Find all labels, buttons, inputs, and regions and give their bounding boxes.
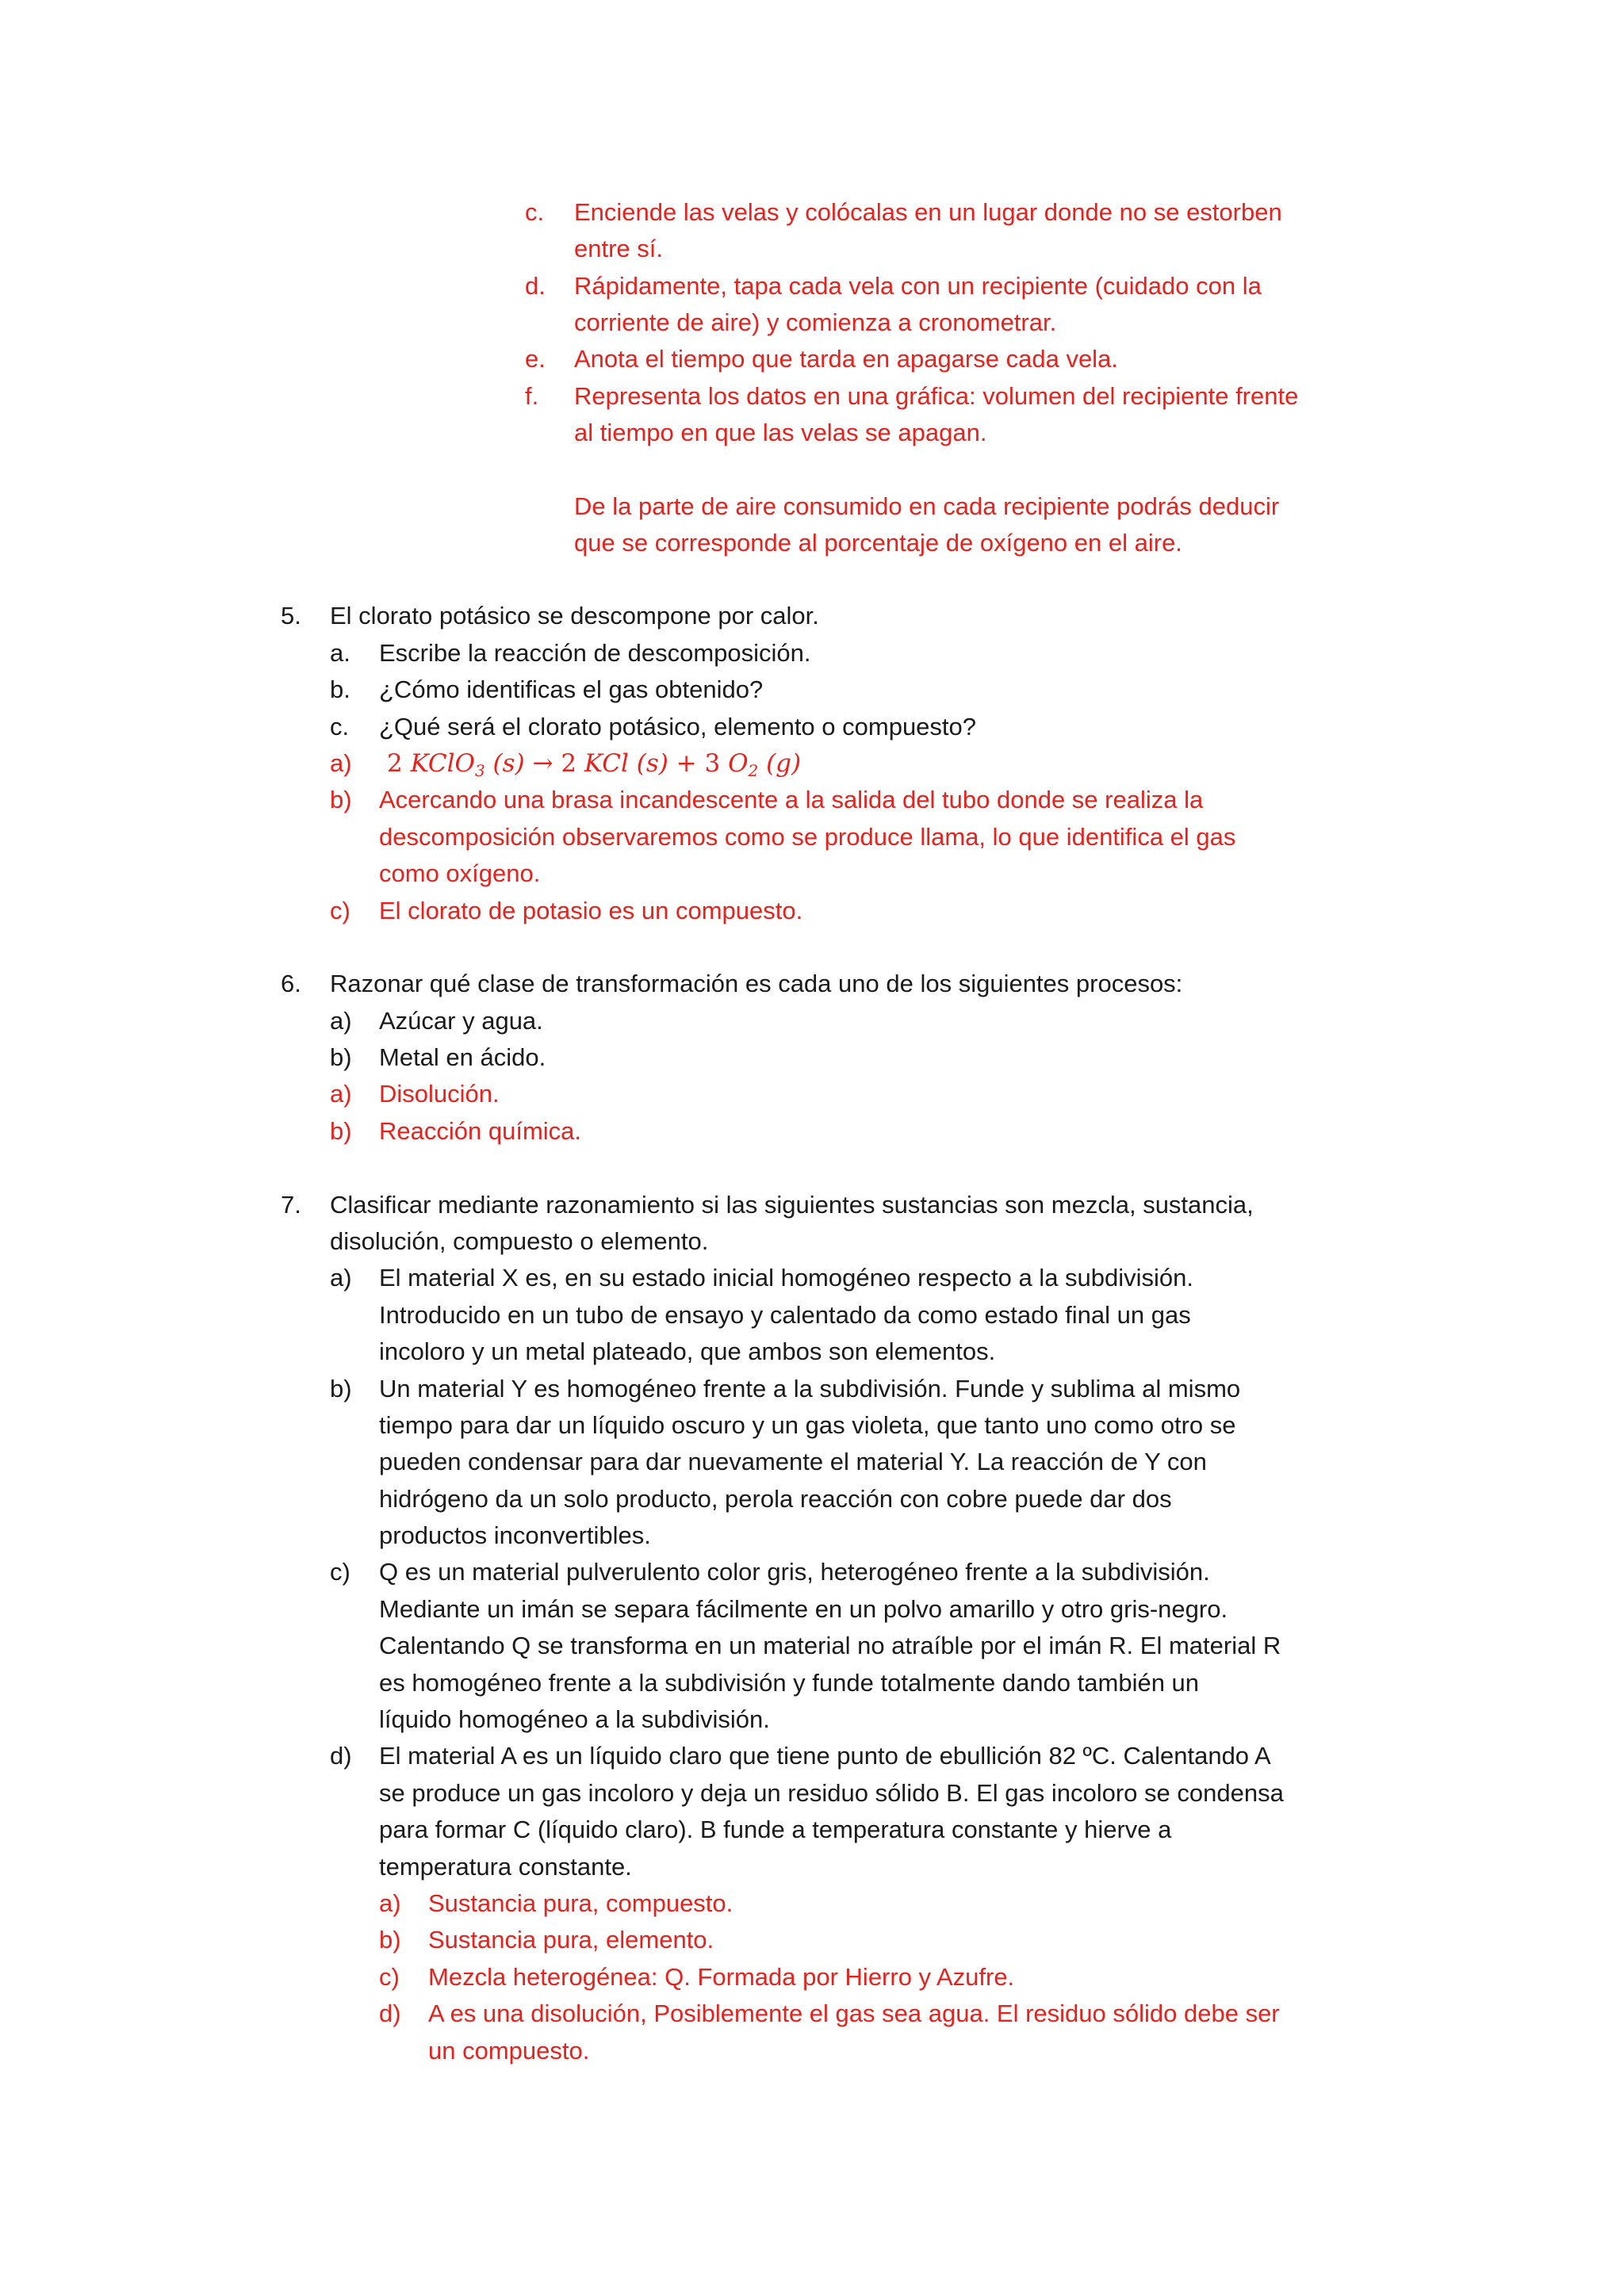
item-text: Un material Y es homogéneo frente a la subdivisión. Funde y sublima al mismo bbox=[379, 1375, 1241, 1402]
step-text: Anota el tiempo que tarda en apagarse cada vela. bbox=[574, 345, 1118, 373]
item-text: El material A es un líquido claro que tiene punto de ebullición 82 ºC. Calentando A bbox=[379, 1742, 1271, 1770]
subquestion-marker: b. bbox=[330, 675, 350, 703]
subquestion-text: Azúcar y agua. bbox=[379, 1007, 543, 1035]
answer-marker: c) bbox=[379, 1963, 400, 1991]
answer-marker: a) bbox=[330, 1080, 352, 1108]
answer-marker: a) bbox=[330, 749, 352, 777]
answer-marker: c) bbox=[330, 897, 350, 924]
step-text: Rápidamente, tapa cada vela con un recipiente (cuidado con la bbox=[574, 272, 1262, 300]
item-text: Calentando Q se transforma en un material no atraíble por el imán R. El material R bbox=[379, 1632, 1281, 1659]
question-number: 5. bbox=[281, 602, 301, 629]
step-marker: c. bbox=[525, 198, 545, 226]
chemical-equation: 2 KClO$_3$ (s) → 2 KCl (s) + 3 $O_2$ (g) bbox=[387, 749, 802, 780]
answer-text: El clorato de potasio es un compuesto. bbox=[379, 897, 803, 924]
item-text: Mediante un imán se separa fácilmente en un polvo amarillo y otro gris-negro. bbox=[379, 1595, 1228, 1623]
step-marker: f. bbox=[525, 382, 539, 410]
conclusion-text: que se corresponde al porcentaje de oxígeno en el aire. bbox=[574, 529, 1182, 557]
step-text: al tiempo en que las velas se apagan. bbox=[574, 419, 987, 446]
item-marker: d) bbox=[330, 1742, 352, 1770]
item-marker: b) bbox=[330, 1375, 352, 1402]
question-number: 6. bbox=[281, 970, 301, 997]
answer-marker: b) bbox=[379, 1926, 401, 1954]
question-number: 7. bbox=[281, 1191, 301, 1219]
answer-text: Disolución. bbox=[379, 1080, 500, 1108]
answer-text: Sustancia pura, compuesto. bbox=[428, 1889, 733, 1917]
item-text: Introducido en un tubo de ensayo y calentado da como estado final un gas bbox=[379, 1301, 1191, 1329]
item-text: Q es un material pulverulento color gris, heterogéneo frente a la subdivisión. bbox=[379, 1558, 1210, 1586]
question-statement: Clasificar mediante razonamiento si las siguientes sustancias son mezcla, sustancia, bbox=[330, 1191, 1254, 1219]
answer-marker: a) bbox=[379, 1889, 401, 1917]
item-text: hidrógeno da un solo producto, perola reacción con cobre puede dar dos bbox=[379, 1485, 1172, 1513]
answer-text: un compuesto. bbox=[428, 2037, 590, 2064]
subquestion-marker: a) bbox=[330, 1007, 352, 1035]
item-text: productos inconvertibles. bbox=[379, 1521, 651, 1549]
subquestion-marker: c. bbox=[330, 713, 350, 740]
answer-text: A es una disolución, Posiblemente el gas sea agua. El residuo sólido debe ser bbox=[428, 1999, 1280, 2027]
item-text: temperatura constante. bbox=[379, 1853, 632, 1881]
answer-text: Mezcla heterogénea: Q. Formada por Hierro y Azufre. bbox=[428, 1963, 1015, 1991]
question-statement: El clorato potásico se descompone por calor. bbox=[330, 602, 819, 629]
answer-text: Sustancia pura, elemento. bbox=[428, 1926, 714, 1954]
subquestion-text: ¿Qué será el clorato potásico, elemento o compuesto? bbox=[379, 713, 977, 740]
item-marker: a) bbox=[330, 1264, 352, 1292]
question-statement: disolución, compuesto o elemento. bbox=[330, 1227, 709, 1255]
answer-marker: d) bbox=[379, 1999, 401, 2027]
item-text: se produce un gas incoloro y deja un residuo sólido B. El gas incoloro se condensa bbox=[379, 1779, 1284, 1807]
item-text: tiempo para dar un líquido oscuro y un gas violeta, que tanto uno como otro se bbox=[379, 1411, 1236, 1439]
item-text: El material X es, en su estado inicial homogéneo respecto a la subdivisión. bbox=[379, 1264, 1194, 1292]
item-text: es homogéneo frente a la subdivisión y funde totalmente dando también un bbox=[379, 1669, 1200, 1697]
item-text: para formar C (líquido claro). B funde a temperatura constante y hierve a bbox=[379, 1816, 1172, 1843]
answer-text: como oxígeno. bbox=[379, 859, 541, 887]
question-statement: Razonar qué clase de transformación es cada uno de los siguientes procesos: bbox=[330, 970, 1183, 997]
answer-marker: b) bbox=[330, 1117, 352, 1145]
item-marker: c) bbox=[330, 1558, 350, 1586]
step-marker: d. bbox=[525, 272, 546, 300]
step-text: Representa los datos en una gráfica: volumen del recipiente frente bbox=[574, 382, 1299, 410]
subquestion-text: Metal en ácido. bbox=[379, 1043, 546, 1071]
conclusion-text: De la parte de aire consumido en cada recipiente podrás deducir bbox=[574, 492, 1280, 520]
answer-text: Reacción química. bbox=[379, 1117, 582, 1145]
subquestion-marker: a. bbox=[330, 639, 350, 667]
item-text: pueden condensar para dar nuevamente el material Y. La reacción de Y con bbox=[379, 1448, 1207, 1475]
subquestion-text: ¿Cómo identificas el gas obtenido? bbox=[379, 675, 764, 703]
item-text: incoloro y un metal plateado, que ambos son elementos. bbox=[379, 1337, 996, 1365]
answer-marker: b) bbox=[330, 786, 352, 813]
step-text: corriente de aire) y comienza a cronometrar. bbox=[574, 308, 1057, 336]
item-text: líquido homogéneo a la subdivisión. bbox=[379, 1705, 770, 1733]
answer-text: Acercando una brasa incandescente a la salida del tubo donde se realiza la bbox=[379, 786, 1204, 813]
subquestion-text: Escribe la reacción de descomposición. bbox=[379, 639, 811, 667]
step-text: Enciende las velas y colócalas en un lugar donde no se estorben bbox=[574, 198, 1282, 226]
answer-text: descomposición observaremos como se produce llama, lo que identifica el gas bbox=[379, 823, 1236, 851]
step-text: entre sí. bbox=[574, 235, 663, 262]
subquestion-marker: b) bbox=[330, 1043, 352, 1071]
step-marker: e. bbox=[525, 345, 546, 373]
